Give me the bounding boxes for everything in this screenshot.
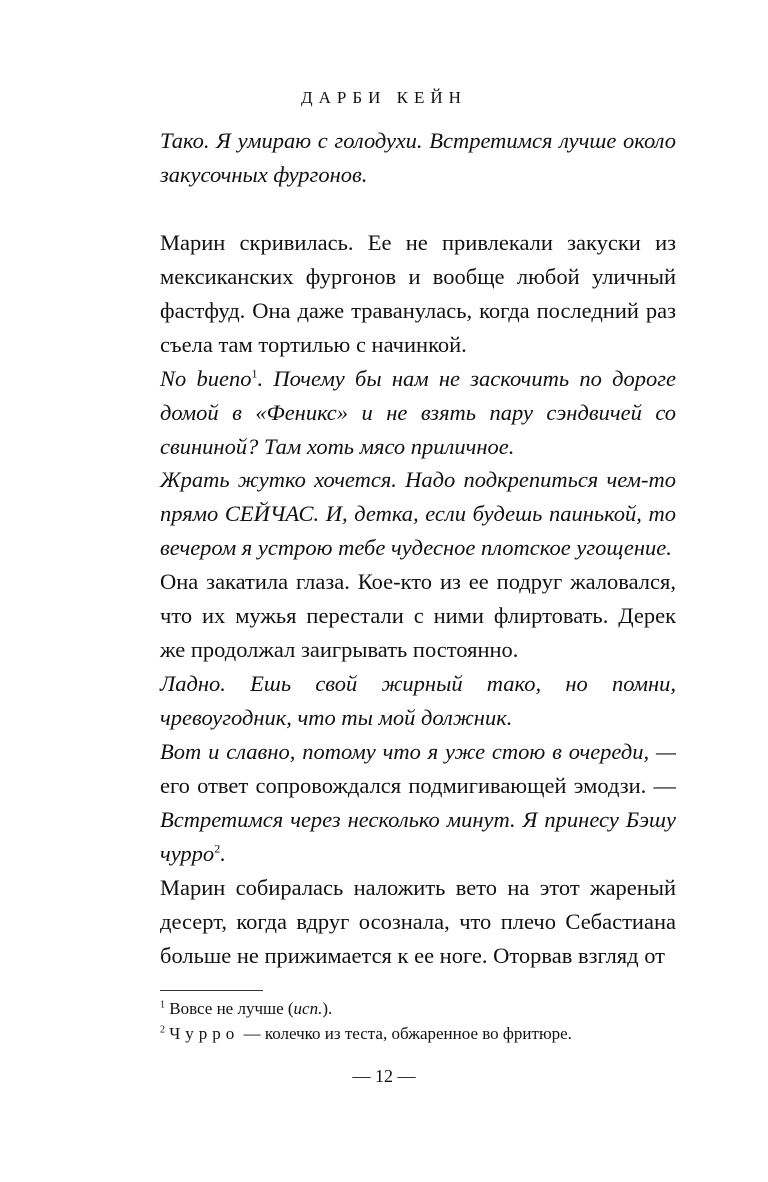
- body-paragraph: [160, 565, 676, 667]
- message-text: Встретимся через несколько минут. Я принесу Бэшу чурро: [160, 807, 676, 866]
- footnote-number: 1: [160, 999, 165, 1011]
- body-paragraph: [160, 735, 676, 871]
- footnote-text: — колечко из теста, обжаренное во фритюре.: [239, 1024, 572, 1043]
- footnote-term: Чурро: [169, 1024, 240, 1043]
- narrative-paragraph: Марин собиралась наложить вето на этот жареный десерт, когда вдруг осознала, что плечо Себастиана больше не прижимается к ее ноге. Оторвав взгляд от: [160, 875, 676, 968]
- message-text: .: [220, 841, 226, 866]
- message-paragraph: Тако. Я умираю с голодухи. Встретимся лучше около закусочных фургонов.: [160, 128, 676, 187]
- footnote-divider: [160, 990, 263, 991]
- footnote-ref: 1: [251, 366, 258, 381]
- body-paragraph: [160, 871, 676, 973]
- message-text: . Почему бы нам не заскочить по дороге домой в «Феникс» и не взять пару сэндвичей со свининой? Там хоть мясо приличное.: [160, 366, 676, 459]
- running-header: ДАРБИ КЕЙН: [301, 88, 467, 107]
- message-paragraph: Ладно. Ешь свой жирный тако, но помни, чревоугодник, что ты мой должник.: [160, 671, 676, 730]
- body-paragraph: [160, 463, 676, 565]
- footnote-end: ).: [322, 999, 333, 1018]
- body-paragraph: [160, 667, 676, 735]
- footnote-2: [160, 1022, 572, 1046]
- message-paragraph: Жрать жутко хочется. Надо подкрепиться чем-то прямо СЕЙЧАС. И, детка, если будешь паинькой, то вечером я устрою тебе чудесное плотское угощение.: [160, 467, 676, 560]
- message-text: Вот и славно, потому что я уже стою в очереди, —: [160, 739, 676, 764]
- mixed-paragraph: [160, 735, 676, 871]
- footnote-ref: 2: [214, 841, 221, 856]
- narrative-paragraph: Она закатила глаза. Кое-кто из ее подруг жаловался, что их мужья перестали с ними флиртовать. Дерек же продолжал заигрывать постоянно.: [160, 569, 676, 662]
- footnote-italic: исп.: [293, 999, 323, 1018]
- narrative-paragraph: Марин скривилась. Ее не привлекали закуски из мексиканских фургонов и вообще любой уличный фастфуд. Она даже траванулась, когда последний раз съела там тортилью с начинкой.: [160, 230, 676, 357]
- message-paragraph: [160, 362, 676, 464]
- narrative-text: его ответ сопровождался подмигивающей эмодзи. —: [160, 773, 676, 798]
- footnote-text: Вовсе не лучше (: [169, 999, 294, 1018]
- footnote-number: 2: [160, 1024, 165, 1036]
- page-number: — 12 —: [352, 1066, 416, 1086]
- body-paragraph: [160, 124, 676, 192]
- foreign-phrase: No bueno: [160, 366, 252, 391]
- body-paragraph: [160, 226, 676, 362]
- footnote-1: [160, 997, 332, 1021]
- body-paragraph: [160, 362, 676, 464]
